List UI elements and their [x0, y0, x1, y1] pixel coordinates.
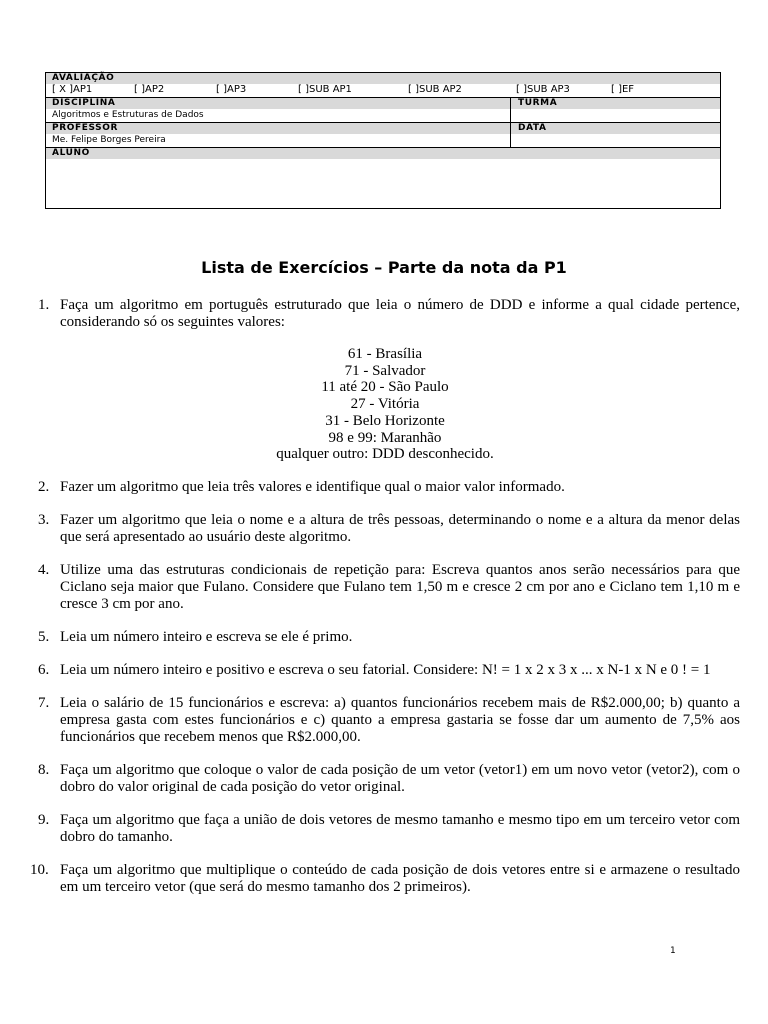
city-line: 71 - Salvador	[344, 362, 426, 379]
disciplina-value: Algoritmos e Estruturas de Dados	[52, 110, 204, 120]
item-text: Fazer um algoritmo que leia o nome e a altura de três pessoas, determinando o nome e a altura da menor delas que será apresentado ao usuário deste algoritmo.	[60, 511, 740, 545]
item-number: 9.	[38, 811, 50, 828]
avaliacao-label: AVALIAÇÃO	[52, 73, 115, 83]
item-text: Leia o salário de 15 funcionários e escreva: a) quantos funcionários recebem mais de R$2.000,00; b) quanto a empresa gasta com estes funcionários e c) quanto a empresa gastaria se fosse dar um aumento de 7,5% aos funcionários que recebem menos que R$2.000,00.	[60, 694, 740, 745]
city-line: 31 - Belo Horizonte	[325, 412, 445, 429]
item-number: 10.	[30, 861, 49, 878]
item-text: Fazer um algoritmo que leia três valores e identifique qual o maior valor informado.	[60, 478, 565, 495]
avaliacao-options	[46, 84, 720, 97]
item-number: 5.	[38, 628, 50, 645]
city-line: 11 até 20 - São Paulo	[321, 379, 449, 396]
disciplina-label-bar	[46, 98, 720, 109]
option-sub-ap1[interactable]: [ ]SUB AP1	[298, 84, 352, 95]
ddd-city-list	[60, 346, 740, 463]
item-number: 8.	[38, 761, 50, 778]
header-table	[45, 72, 721, 209]
list-item	[30, 562, 740, 613]
professor-value: Me. Felipe Borges Pereira	[52, 135, 166, 145]
professor-value-row	[46, 134, 720, 146]
list-item	[30, 629, 740, 646]
column-divider	[510, 98, 511, 147]
data-label: DATA	[518, 123, 547, 133]
option-ef[interactable]: [ ]EF	[611, 84, 635, 95]
city-line: 27 - Vitória	[350, 396, 420, 413]
aluno-label-bar	[46, 148, 720, 159]
item-text: Leia um número inteiro e escreva se ele é primo.	[60, 628, 353, 645]
professor-label-bar	[46, 123, 720, 134]
item-text: Faça um algoritmo que coloque o valor de cada posição de um vetor (vetor1) em um novo vetor (vetor2), com o dobro do valor original de cada posição do vetor original.	[60, 761, 740, 795]
option-ap2[interactable]: [ ]AP2	[134, 84, 165, 95]
city-line: 98 e 99: Maranhão	[328, 429, 442, 446]
option-sub-ap2[interactable]: [ ]SUB AP2	[408, 84, 462, 95]
disciplina-label: DISCIPLINA	[52, 98, 116, 108]
item-number: 4.	[38, 561, 50, 578]
item-number: 3.	[38, 511, 50, 528]
option-ap1[interactable]: [ X ]AP1	[52, 84, 93, 95]
list-item	[30, 512, 740, 546]
page-title: Lista de Exercícios – Parte da nota da P1	[201, 258, 567, 277]
item-number: 1.	[38, 297, 50, 313]
city-line: 61 - Brasília	[347, 346, 423, 362]
option-sub-ap3[interactable]: [ ]SUB AP3	[516, 84, 570, 95]
list-item	[30, 695, 740, 746]
item-text: Utilize uma das estruturas condicionais de repetição para: Escreva quantos anos serão necessários para que Ciclano seja maior que Fulano. Considere que Fulano tem 1,50 m e cresce 2 cm por ano e Ciclano tem 1,10 m e cresce 3 cm por ano.	[60, 561, 740, 612]
item-text: Faça um algoritmo que faça a união de dois vetores de mesmo tamanho e mesmo tipo em um terceiro vetor com dobro do tamanho.	[60, 811, 740, 845]
aluno-label: ALUNO	[52, 148, 90, 158]
list-item	[30, 662, 740, 679]
list-item	[30, 812, 740, 846]
city-line: qualquer outro: DDD desconhecido.	[276, 446, 494, 463]
list-item	[30, 479, 740, 496]
avaliacao-label-bar	[46, 73, 720, 84]
item-text: Faça um algoritmo que multiplique o conteúdo de cada posição de dois vetores entre si e armazene o resultado em um terceiro vetor (que será do mesmo tamanho dos 2 primeiros).	[60, 861, 740, 895]
list-item	[30, 762, 740, 796]
list-item	[30, 297, 740, 463]
exercise-list	[30, 297, 740, 912]
item-text: Leia um número inteiro e positivo e escreva o seu fatorial. Considere: N! = 1 x 2 x 3 x ... x N-1 x N e 0 ! = 1	[60, 661, 711, 678]
option-ap3[interactable]: [ ]AP3	[216, 84, 247, 95]
list-item	[30, 862, 740, 896]
item-number: 7.	[38, 694, 50, 711]
item-number: 6.	[38, 661, 50, 678]
item-number: 2.	[38, 478, 50, 495]
item-text: Faça um algoritmo em português estruturado que leia o número de DDD e informe a qual cidade pertence, considerando só os seguintes valores:	[60, 297, 740, 330]
professor-label: PROFESSOR	[52, 123, 119, 133]
page-number: 1	[670, 946, 676, 956]
turma-label: TURMA	[518, 98, 558, 108]
disciplina-value-row	[46, 109, 720, 121]
